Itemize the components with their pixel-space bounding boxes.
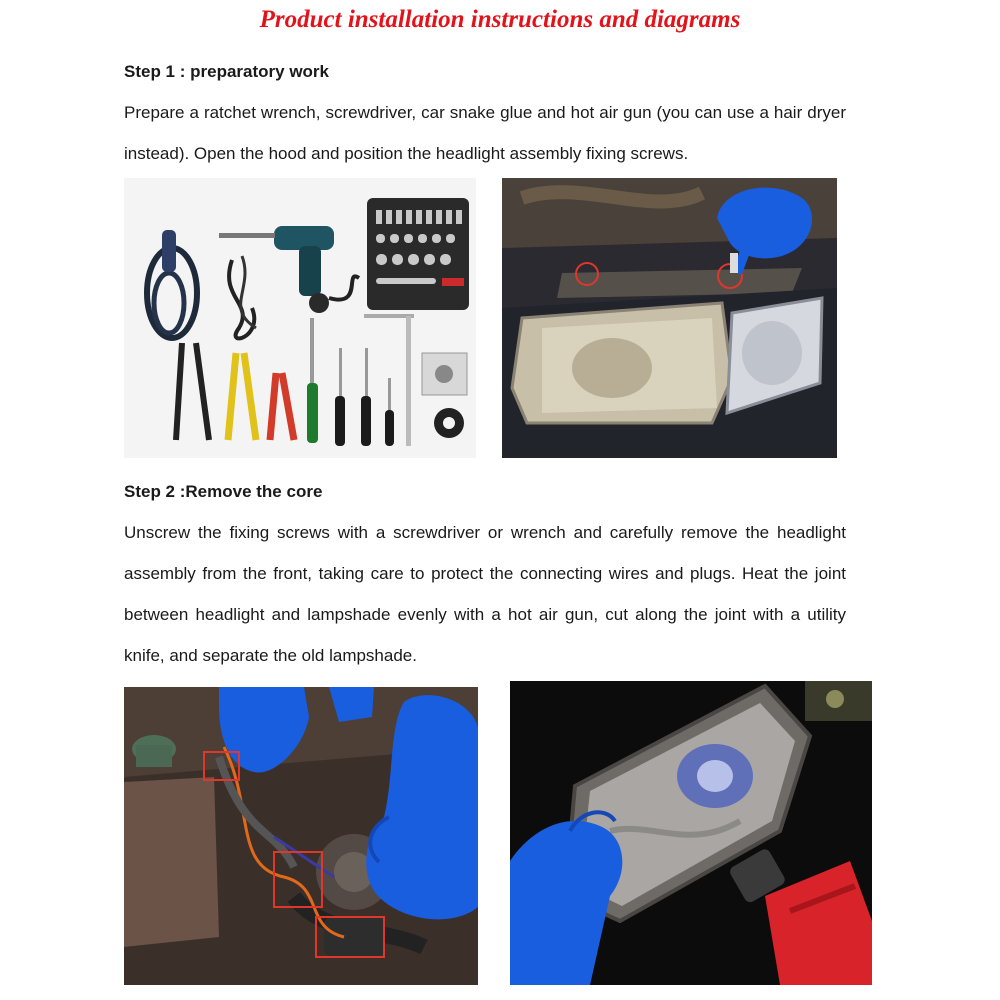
step2-text: Unscrew the fixing screws with a screwdriver or wrench and carefully remove the headlight assembly from the front, taking care to protect the connecting wires and plugs. Heat the joint between headlight and lampshade evenly with a hot air gun, cut along the joint with a utility knife, and separate the old lampshade. (124, 523, 846, 665)
step2-heading: Step 2 :Remove the core (124, 482, 323, 501)
page-title: Product installation instructions and diagrams (259, 6, 741, 33)
headlight-screws-photo (502, 178, 837, 458)
connector-removal-photo (124, 687, 478, 985)
step1-text: Prepare a ratchet wrench, screwdriver, car snake glue and hot air gun (you can use a hair dryer instead). Open the hood and position the headlight assembly fixing screws. (124, 103, 846, 163)
tools-photo (124, 178, 476, 458)
step1-heading: Step 1 : preparatory work (124, 62, 330, 81)
heat-gun-photo (510, 681, 872, 985)
